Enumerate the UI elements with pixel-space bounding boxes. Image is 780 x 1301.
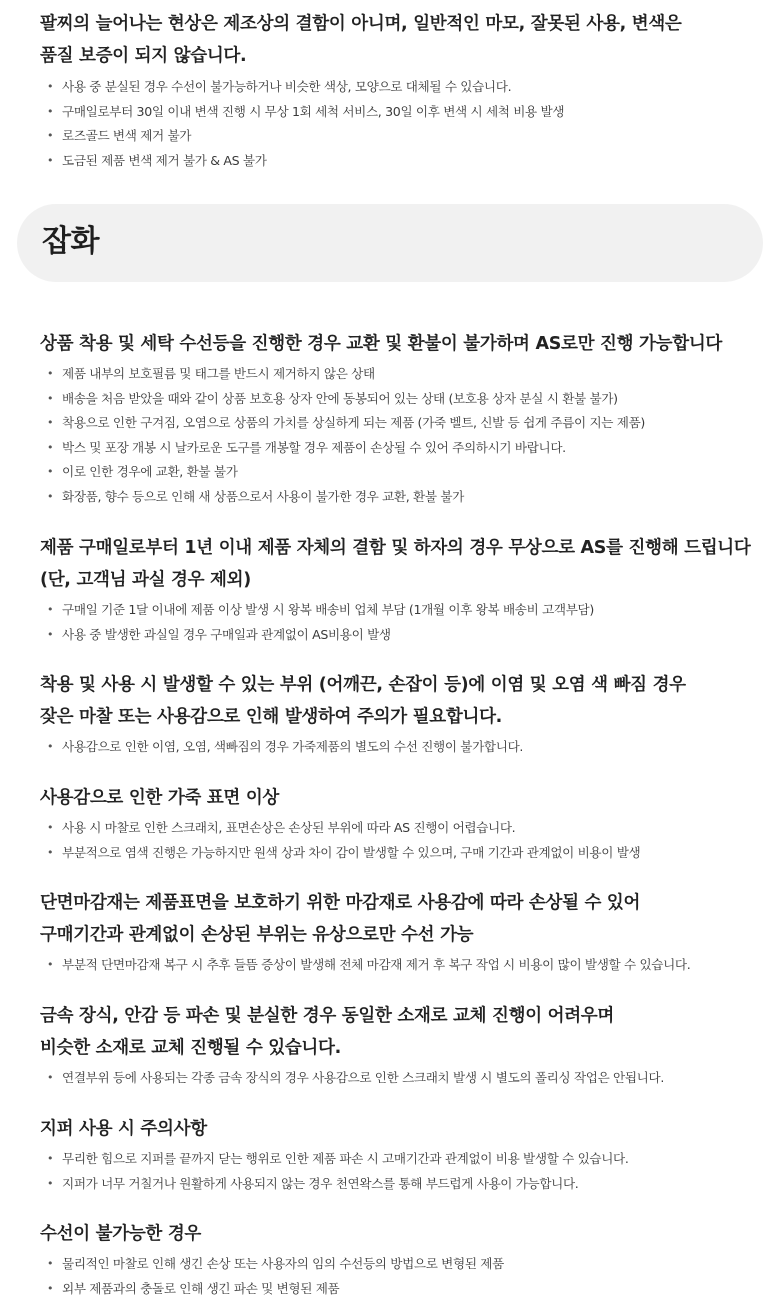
- heading-line: 구매기간과 관계없이 손상된 부위는 유상으로만 수선 가능: [40, 919, 760, 951]
- bullet-list: [40, 1252, 760, 1301]
- group-heading: [40, 669, 760, 733]
- list-item: • 제품 내부의 보호필름 및 태그를 반드시 제거하지 않은 상태: [40, 362, 760, 387]
- group-care-notice: [40, 328, 760, 509]
- heading-line: 착용 및 사용 시 발생할 수 있는 부위 (어깨끈, 손잡이 등)에 이염 및 오염 색 빠짐 경우: [40, 669, 760, 701]
- list-item: • 지퍼가 너무 거칠거나 원활하게 사용되지 않는 경우 천연왁스를 통해 부드럽게 사용이 가능합니다.: [40, 1172, 760, 1197]
- list-item: • 구매일 기준 1달 이내에 제품 이상 발생 시 왕복 배송비 업체 부담 (1개월 이후 왕복 배송비 고객부담): [40, 598, 760, 623]
- group-metal-parts: [40, 1000, 760, 1091]
- list-item: • 박스 및 포장 개봉 시 날카로운 도구를 개봉할 경우 제품이 손상될 수 있어 주의하시기 바랍니다.: [40, 436, 760, 461]
- heading-line: 잦은 마찰 또는 사용감으로 인해 발생하여 주의가 필요합니다.: [40, 701, 760, 733]
- list-item: • 부분적으로 염색 진행은 가능하지만 원색 상과 차이 감이 발생할 수 있으며, 구매 기간과 관계없이 비용이 발생: [40, 841, 760, 866]
- heading-line: (단, 고객님 과실 경우 제외): [40, 564, 760, 596]
- list-item: • 사용 중 분실된 경우 수선이 불가능하거나 비슷한 색상, 모양으로 대체될 수 있습니다.: [40, 75, 760, 100]
- list-item: • 화장품, 향수 등으로 인해 새 상품으로서 사용이 불가한 경우 교환, 환불 불가: [40, 485, 760, 510]
- group-heading: [40, 1218, 760, 1250]
- list-item: • 로즈골드 변색 제거 불가: [40, 124, 760, 149]
- intro-block: [40, 8, 760, 173]
- group-heading: [40, 782, 760, 814]
- group-leather-surface: [40, 782, 760, 865]
- list-item: • 착용으로 인한 구겨짐, 오염으로 상품의 가치를 상실하게 되는 제품 (가죽 벨트, 신발 등 쉽게 주름이 지는 제품): [40, 411, 760, 436]
- group-color-transfer: [40, 669, 760, 760]
- heading-line: 제품 구매일로부터 1년 이내 제품 자체의 결함 및 하자의 경우 무상으로 AS를 진행해 드립니다: [40, 532, 760, 564]
- group-heading: [40, 1000, 760, 1064]
- group-heading: [40, 532, 760, 596]
- bullet-list: [40, 953, 760, 978]
- bullet-list: [40, 598, 760, 647]
- heading-line: 수선이 불가능한 경우: [40, 1218, 760, 1250]
- list-item: • 물리적인 마찰로 인해 생긴 손상 또는 사용자의 임의 수선등의 방법으로 변형된 제품: [40, 1252, 760, 1277]
- list-item: • 외부 제품과의 충돌로 인해 생긴 파손 및 변형된 제품: [40, 1277, 760, 1301]
- list-item: • 배송을 처음 받았을 때와 같이 상품 보호용 상자 안에 동봉되어 있는 상태 (보호용 상자 분실 시 환불 불가): [40, 387, 760, 412]
- list-item: • 부분적 단면마감재 복구 시 추후 들뜸 증상이 발생해 전체 마감재 제거 후 복구 작업 시 비용이 많이 발생할 수 있습니다.: [40, 953, 760, 978]
- list-item: • 무리한 힘으로 지퍼를 끝까지 닫는 행위로 인한 제품 파손 시 고매기간과 관계없이 비용 발생할 수 있습니다.: [40, 1147, 760, 1172]
- group-heading: [40, 1113, 760, 1145]
- intro-heading: [40, 8, 760, 72]
- group-heading: [40, 328, 760, 360]
- heading-line: 금속 장식, 안감 등 파손 및 분실한 경우 동일한 소재로 교체 진행이 어려우며: [40, 1000, 760, 1032]
- heading-line: 비슷한 소재로 교체 진행될 수 있습니다.: [40, 1032, 760, 1064]
- list-item: • 연결부위 등에 사용되는 각종 금속 장식의 경우 사용감으로 인한 스크래치 발생 시 별도의 폴리싱 작업은 안됩니다.: [40, 1066, 760, 1091]
- bullet-list: [40, 1147, 760, 1196]
- list-item: • 사용 중 발생한 과실일 경우 구매일과 관계없이 AS비용이 발생: [40, 623, 760, 648]
- heading-line: 품질 보증이 되지 않습니다.: [40, 40, 760, 72]
- heading-line: 팔찌의 늘어나는 현상은 제조상의 결함이 아니며, 일반적인 마모, 잘못된 사용, 변색은: [40, 8, 760, 40]
- intro-bullet-list: [40, 75, 760, 173]
- list-item: • 사용감으로 인한 이염, 오염, 색빠짐의 경우 가죽제품의 별도의 수선 진행이 불가합니다.: [40, 735, 760, 760]
- heading-line: 사용감으로 인한 가죽 표면 이상: [40, 782, 760, 814]
- bullet-list: [40, 362, 760, 509]
- heading-line: 상품 착용 및 세탁 수선등을 진행한 경우 교환 및 환불이 불가하며 AS로만 진행 가능합니다: [40, 328, 760, 360]
- bullet-list: [40, 735, 760, 760]
- group-edge-finish: [40, 887, 760, 978]
- section-header: [17, 204, 763, 282]
- list-item: • 도금된 제품 변색 제거 불가 & AS 불가: [40, 149, 760, 174]
- heading-line: 지퍼 사용 시 주의사항: [40, 1113, 760, 1145]
- group-heading: [40, 887, 760, 951]
- list-item: • 구매일로부터 30일 이내 변색 진행 시 무상 1회 세척 서비스, 30일 이후 변색 시 세척 비용 발생: [40, 100, 760, 125]
- bullet-list: [40, 1066, 760, 1091]
- group-zipper: [40, 1113, 760, 1196]
- group-warranty: [40, 532, 760, 647]
- list-item: • 이로 인한 경우에 교환, 환불 불가: [40, 460, 760, 485]
- bullet-list: [40, 816, 760, 865]
- group-no-repair: [40, 1218, 760, 1301]
- heading-line: 단면마감재는 제품표면을 보호하기 위한 마감재로 사용감에 따라 손상될 수 있어: [40, 887, 760, 919]
- section-title: 잡화: [42, 222, 99, 262]
- list-item: • 사용 시 마찰로 인한 스크래치, 표면손상은 손상된 부위에 따라 AS 진행이 어렵습니다.: [40, 816, 760, 841]
